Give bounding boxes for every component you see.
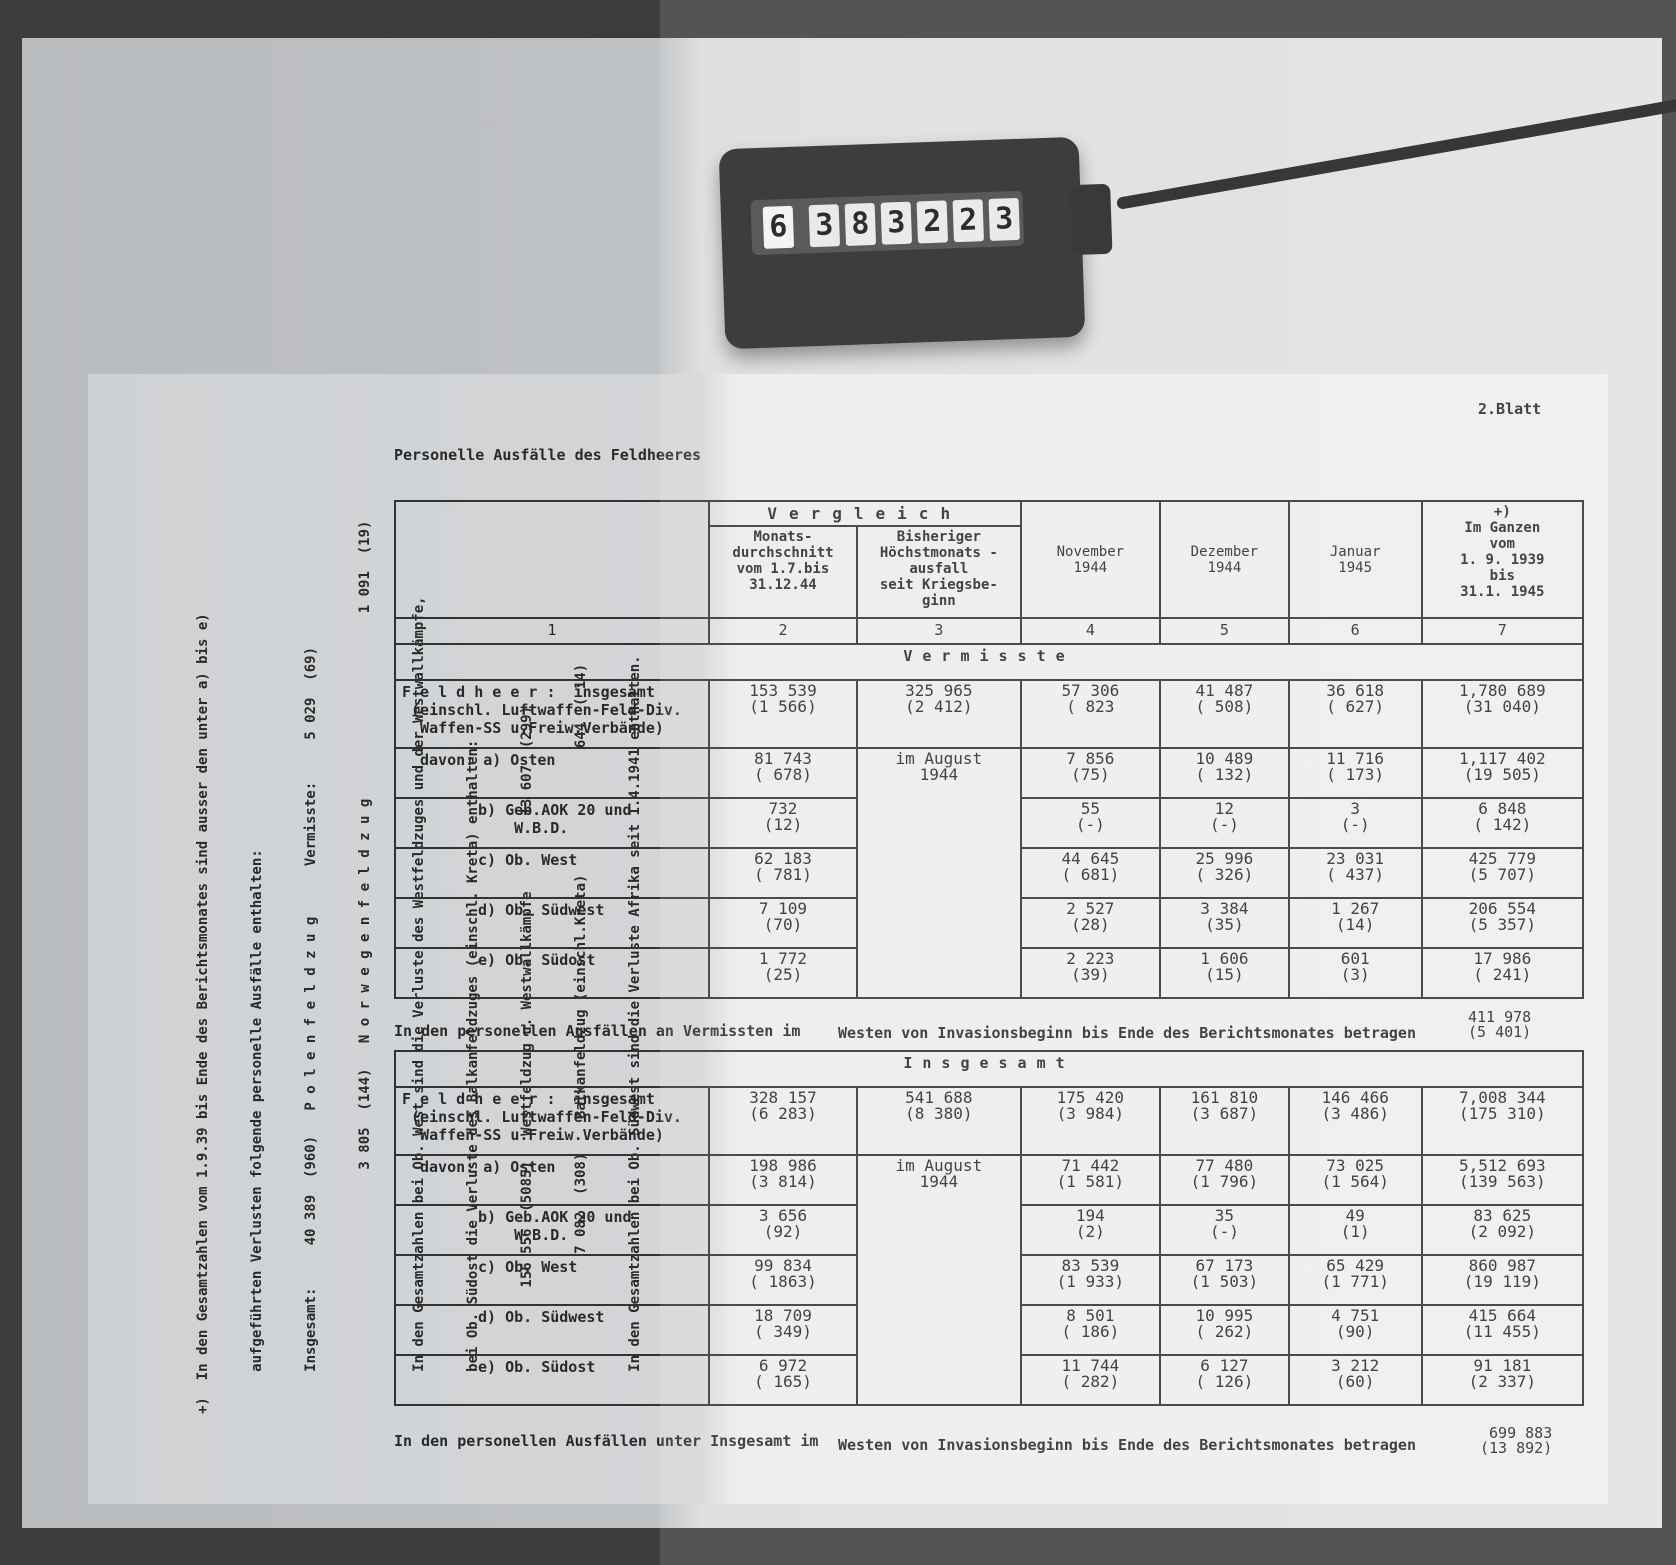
cell: 2 527 (28) [1021,898,1161,948]
section-row [395,1051,1583,1087]
section-row [395,644,1583,680]
summary-insgesamt-number: 699 883 (13 892) [1480,1424,1553,1457]
row-label-a: davon: a) Osten [395,1155,709,1205]
cell: 194 (2) [1021,1205,1161,1255]
cell: 601 (3) [1289,948,1422,998]
col-num: 1 [395,618,709,644]
document-title: Personelle Ausfälle des Feldheeres [394,446,702,464]
counter-digit: 3 [988,197,1019,240]
counter-digit: 2 [917,200,948,243]
footnote-line: bei Ob. Südost die Verluste des Balkanfeldzuges (einschl. Kreta) enthalten: [465,739,481,1414]
cell: 99 834 ( 1863) [709,1255,857,1305]
cell: 328 157 (6 283) [709,1087,857,1155]
header-empty-cell [395,501,709,618]
footnote-line: In den Gesamtzahlen bei Ob. West sind die Verluste des Westfeldzuges und der Westwallkämpfe, [411,596,427,1414]
cell: 1 606 (15) [1160,948,1289,998]
cell: 8 501 ( 186) [1021,1305,1161,1355]
header-col6: Januar 1945 [1289,501,1422,618]
row-label-e: e) Ob. Südost [395,1355,709,1405]
row-label-a: davon: a) Osten [395,748,709,798]
cell: 71 442 (1 581) [1021,1155,1161,1205]
row-label-main: F e l d h e e r : insgesamt (einschl. Luftwaffen-Feld-Div. Waffen-SS u.Freiw.Verbände) [395,1087,709,1155]
cell: 23 031 ( 437) [1289,848,1422,898]
row-label-main: F e l d h e e r : insgesamt (einschl. Luftwaffen-Feld-Div. Waffen-SS u.Freiw.Verbände) [395,680,709,748]
cell-col3-note: im August 1944 [857,748,1021,998]
cell: 415 664 (11 455) [1422,1305,1583,1355]
row-label-d: d) Ob. Südwest [395,898,709,948]
header-col3: Bisheriger Höchstmonats - ausfall seit Kriegsbe- ginn [857,526,1021,618]
vermisste-table [394,500,1584,999]
cell: 83 539 (1 933) [1021,1255,1161,1305]
counter-digit: 3 [809,204,840,247]
row-label-b: b) Geb.AOK 20 und W.B.D. [395,798,709,848]
header-vergleich-row [395,501,1583,526]
cell: 198 986 (3 814) [709,1155,857,1205]
cell: 55 (-) [1021,798,1161,848]
summary-insgesamt-left: In den personellen Ausfällen unter Insgesamt im [394,1432,819,1450]
cell: 175 420 (3 984) [1021,1087,1161,1155]
cell-col3-note: im August 1944 [857,1155,1020,1405]
mechanical-counter [719,137,1086,349]
cell: 17 986 ( 241) [1422,948,1583,998]
cell: 67 173 (1 503) [1160,1255,1289,1305]
cell: 73 025 (1 564) [1289,1155,1422,1205]
header-col5: Dezember 1944 [1160,501,1289,618]
cell: 7 856 (75) [1021,748,1161,798]
row-label-e: e) Ob. Südost [395,948,709,998]
cell: 12 (-) [1160,798,1289,848]
row-label-d: d) Ob. Südwest [395,1305,709,1355]
footnote-line: In den Gesamtzahlen bei Ob. Südwest sind die Verluste Afrika seit 1.4.1941 enthalten. [627,655,643,1414]
cell: 206 554 (5 357) [1422,898,1583,948]
sheet-number: 2.Blatt [1478,400,1542,418]
footnote-line: +) In den Gesamtzahlen vom 1.9.39 bis Ende des Berichtsmonates sind ausser den unter a) bis e) [195,613,211,1414]
cell: 7 109 (70) [709,898,857,948]
cell: 91 181 (2 337) [1422,1355,1583,1405]
row-label-c: c) Ob. West [395,1255,709,1305]
section-title-insgesamt: Insgesamt [395,1051,1583,1087]
cell: 860 987 (19 119) [1422,1255,1583,1305]
counter-digit: 8 [845,202,876,245]
summary-vermisste-right: Westen von Invasionsbeginn bis Ende des Berichtsmonates betragen [838,1024,1416,1042]
cell: 1 267 (14) [1289,898,1422,948]
cell: 3 384 (35) [1160,898,1289,948]
cell: 2 223 (39) [1021,948,1161,998]
cell: 732 (12) [709,798,857,848]
cell: 3 212 (60) [1289,1355,1422,1405]
cell: 18 709 ( 349) [709,1305,857,1355]
table-row [395,748,1583,798]
cell: 81 743 ( 678) [709,748,857,798]
cell: 44 645 ( 681) [1021,848,1161,898]
footnote-line: aufgeführten Verlusten folgende personelle Ausfälle enthalten: [249,849,265,1414]
cell: 35 (-) [1160,1205,1289,1255]
cell: 5,512 693 (139 563) [1422,1155,1583,1205]
row-label-c: c) Ob. West [395,848,709,898]
cell: 1 772 (25) [709,948,857,998]
cell: 1,117 402 (19 505) [1422,748,1583,798]
cell: 36 618 ( 627) [1289,680,1422,748]
vergleich-header: Vergleich [709,501,1021,526]
cell: 10 489 ( 132) [1160,748,1289,798]
col-num: 6 [1289,618,1422,644]
header-col2: Monats- durchschnitt vom 1.7.bis 31.12.44 [709,526,857,618]
counter-cable [1116,97,1676,210]
cell: 325 965 (2 412) [857,680,1021,748]
cell: 4 751 (90) [1289,1305,1422,1355]
footnote-line: 156 556 (5085) Westfeldzug u. Westwallkämpfe 13 607 (299) [519,705,535,1414]
document-sheet [88,374,1608,1504]
cell: 3 (-) [1289,798,1422,848]
cell: 7,008 344 (175 310) [1422,1087,1583,1155]
cell: 425 779 (5 707) [1422,848,1583,898]
cell: 62 183 ( 781) [709,848,857,898]
cell: 6 848 ( 142) [1422,798,1583,848]
photo-background [22,38,1662,1528]
footnote-line: 3 805 (144) N o r w e g e n f e l d z u g 1 091 (19) [357,520,373,1414]
col-num: 7 [1422,618,1583,644]
table-row [395,1155,1583,1205]
counter-digit: 3 [881,201,912,244]
counter-digit: 2 [953,199,984,242]
summary-vermisste-number: 411 978 (5 401) [1468,1008,1532,1041]
section-title-vermisste: Vermisste [395,644,1583,680]
col-num: 4 [1021,618,1161,644]
cell: 10 995 ( 262) [1160,1305,1289,1355]
cell: 146 466 (3 486) [1289,1087,1422,1155]
insgesamt-table [394,1050,1584,1406]
col-num: 2 [709,618,857,644]
column-number-row [395,618,1583,644]
cell: 1,780 689 (31 040) [1422,680,1583,748]
cell: 541 688 (8 380) [857,1087,1020,1155]
counter-digit: 6 [763,205,794,248]
cell: 41 487 ( 508) [1160,680,1289,748]
cell: 49 (1) [1289,1205,1422,1255]
cell: 83 625 (2 092) [1422,1205,1583,1255]
col-num: 5 [1160,618,1289,644]
summary-insgesamt-right: Westen von Invasionsbeginn bis Ende des Berichtsmonates betragen [838,1436,1416,1454]
cell: 161 810 (3 687) [1160,1087,1289,1155]
summary-vermisste-left: In den personellen Ausfällen an Vermissten im [394,1022,801,1040]
cell: 57 306 ( 823 [1021,680,1161,748]
cell: 11 744 ( 282) [1021,1355,1161,1405]
cell: 65 429 (1 771) [1289,1255,1422,1305]
cell: 11 716 ( 173) [1289,748,1422,798]
cell: 153 539 (1 566) [709,680,857,748]
cell: 6 972 ( 165) [709,1355,857,1405]
footnote-line: Insgesamt: 40 389 (960) P o l e n f e l d z u g Vermisste: 5 029 (69) [303,646,319,1414]
counter-knob [1070,184,1112,255]
table-row [395,1087,1583,1155]
footnote-line: 7 082 (308) Balkanfeldzug (einschl.Kreta) 644 ( 14) [573,663,589,1414]
header-col4: November 1944 [1021,501,1161,618]
col-num: 3 [857,618,1021,644]
header-col7: +) Im Ganzen vom 1. 9. 1939 bis 31.1. 1945 [1422,501,1583,618]
cell: 3 656 (92) [709,1205,857,1255]
cell: 25 996 ( 326) [1160,848,1289,898]
row-label-b: b) Geb.AOK 20 und W.B.D. [395,1205,709,1255]
table-row [395,680,1583,748]
cell: 77 480 (1 796) [1160,1155,1289,1205]
counter-window [750,191,1024,255]
cell: 6 127 ( 126) [1160,1355,1289,1405]
